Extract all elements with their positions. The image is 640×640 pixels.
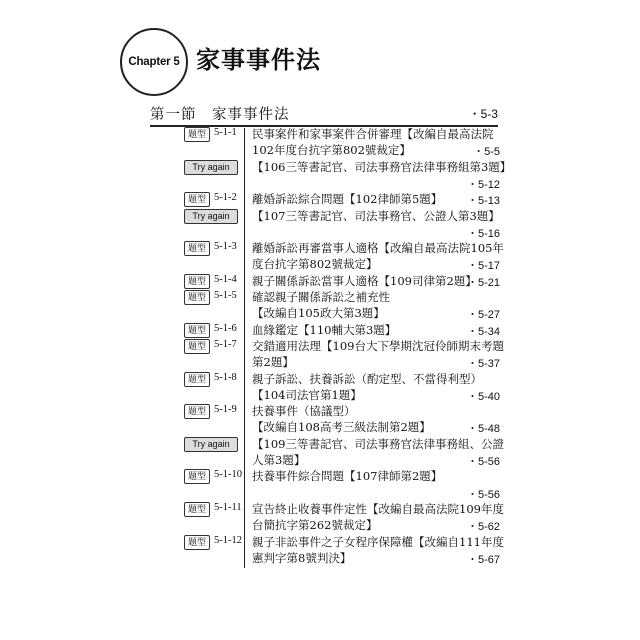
question-type-tag: 題型: [184, 192, 210, 207]
question-type-tag: 題型: [184, 469, 210, 484]
entry-title-line: 親子非訟事件之子女程序保障權【改編自111年度: [252, 534, 504, 549]
question-type-tag: 題型: [184, 535, 210, 550]
entry-page-number: ・5-56: [466, 456, 500, 468]
question-type-tag: 題型: [184, 502, 210, 517]
entry-page-number: ・5-12: [466, 178, 500, 191]
question-number: 5-1-10: [214, 469, 242, 481]
entry-title-line: 交錯適用法理【109台大下學期沈冠伶師期末考題: [252, 338, 504, 353]
entry-title-line: 血緣鑑定【110輔大第3題】: [252, 322, 397, 337]
entry-title-line: 102年度台抗字第802號裁定】: [252, 143, 411, 158]
entry-title-line: 人第3題】: [252, 453, 306, 467]
entry-title-line: 度台抗字第802號裁定】: [252, 257, 378, 272]
entry-page-number: ・5-27: [466, 309, 500, 322]
question-type-tag: 題型: [184, 372, 210, 387]
question-number: 5-1-4: [214, 273, 237, 285]
entry-title-line: 宣告終止收養事件定性【改編自最高法院109年度: [252, 501, 504, 516]
entry-page-number: ・5-16: [466, 227, 500, 240]
question-type-tag: 題型: [184, 404, 210, 419]
entry-title-line: 扶養事件（協議型）: [252, 404, 356, 419]
question-number: 5-1-11: [214, 501, 242, 513]
chapter-badge: Chapter 5: [120, 28, 188, 96]
question-number: 5-1-2: [214, 192, 237, 204]
entry-title-line: 離婚訴訟再審當事人適格【改編自最高法院105年: [252, 241, 504, 256]
entry-title-line: 【109三等書記官、司法事務官法律事務組、公證: [252, 436, 504, 451]
entry-title-line: 確認親子關係訴訟之補充性: [252, 290, 390, 304]
entry-title-line: 民事案件和家事案件合併審理【改編自最高法院: [252, 127, 494, 141]
question-type-tag: 題型: [184, 323, 210, 338]
entry-title-line: 第2題】: [252, 355, 294, 370]
section-title: 第一節 家事事件法: [150, 107, 290, 123]
question-number: 5-1-9: [214, 404, 237, 416]
chapter-title: 家事事件法: [196, 46, 321, 74]
question-number: 5-1-12: [214, 534, 242, 546]
entry-title-line: 親子關係訴訟當事人適格【109司律第2題】: [252, 273, 477, 288]
try-again-tag: Try again: [184, 209, 238, 224]
entry-title-line: 台簡抗字第262號裁定】: [252, 518, 378, 533]
question-number: 5-1-3: [214, 241, 237, 253]
entry-title-line: 憲判字第8號判決】: [252, 550, 352, 565]
entry-title-line: 【107三等書記官、司法事務官、公證人第3題】: [252, 208, 500, 223]
entry-title-line: 【改編自105政大第3題】: [252, 306, 385, 321]
section-page-number: ・5-3: [468, 107, 498, 121]
try-again-tag: Try again: [184, 437, 238, 452]
question-type-tag: 題型: [184, 290, 210, 305]
question-number: 5-1-8: [214, 371, 237, 383]
entry-page-number: ・5-56: [466, 488, 500, 501]
entry-page-number: ・5-67: [466, 553, 500, 566]
entry-title-line: 【改編自108高考三級法制第2題】: [252, 420, 431, 435]
question-number: 5-1-1: [214, 127, 237, 138]
entry-page-number: ・5-21: [466, 276, 500, 289]
entry-title-line: 【104司法官第1題】: [252, 387, 362, 402]
entry-page-number: ・5-34: [466, 325, 500, 338]
question-number: 5-1-5: [214, 290, 237, 301]
entry-page-number: ・5-40: [466, 390, 500, 403]
question-type-tag: 題型: [184, 127, 210, 142]
question-number: 5-1-7: [214, 338, 237, 350]
entry-page-number: ・5-62: [466, 521, 500, 534]
entry-page-number: ・5-13: [466, 195, 500, 208]
entry-page-number: ・5-17: [466, 260, 500, 273]
try-again-tag: Try again: [184, 160, 238, 175]
question-type-tag: 題型: [184, 339, 210, 354]
toc-divider-line: [244, 128, 245, 568]
entry-title-line: 親子訴訟、扶養訴訟（酌定型、不當得利型）: [252, 371, 482, 386]
entry-title-line: 【106三等書記官、司法事務官法律事務組第3題】: [252, 159, 512, 174]
question-type-tag: 題型: [184, 274, 210, 289]
entry-page-number: ・5-48: [466, 423, 500, 436]
entry-title-line: 離婚訴訟綜合問題【102律師第5題】: [252, 192, 443, 207]
entry-page-number: ・5-5: [473, 146, 500, 159]
question-type-tag: 題型: [184, 241, 210, 256]
question-number: 5-1-6: [214, 322, 237, 334]
entry-title-line: 扶養事件綜合問題【107律師第2題】: [252, 469, 443, 484]
section-header: [150, 101, 498, 127]
entry-page-number: ・5-37: [466, 358, 500, 371]
